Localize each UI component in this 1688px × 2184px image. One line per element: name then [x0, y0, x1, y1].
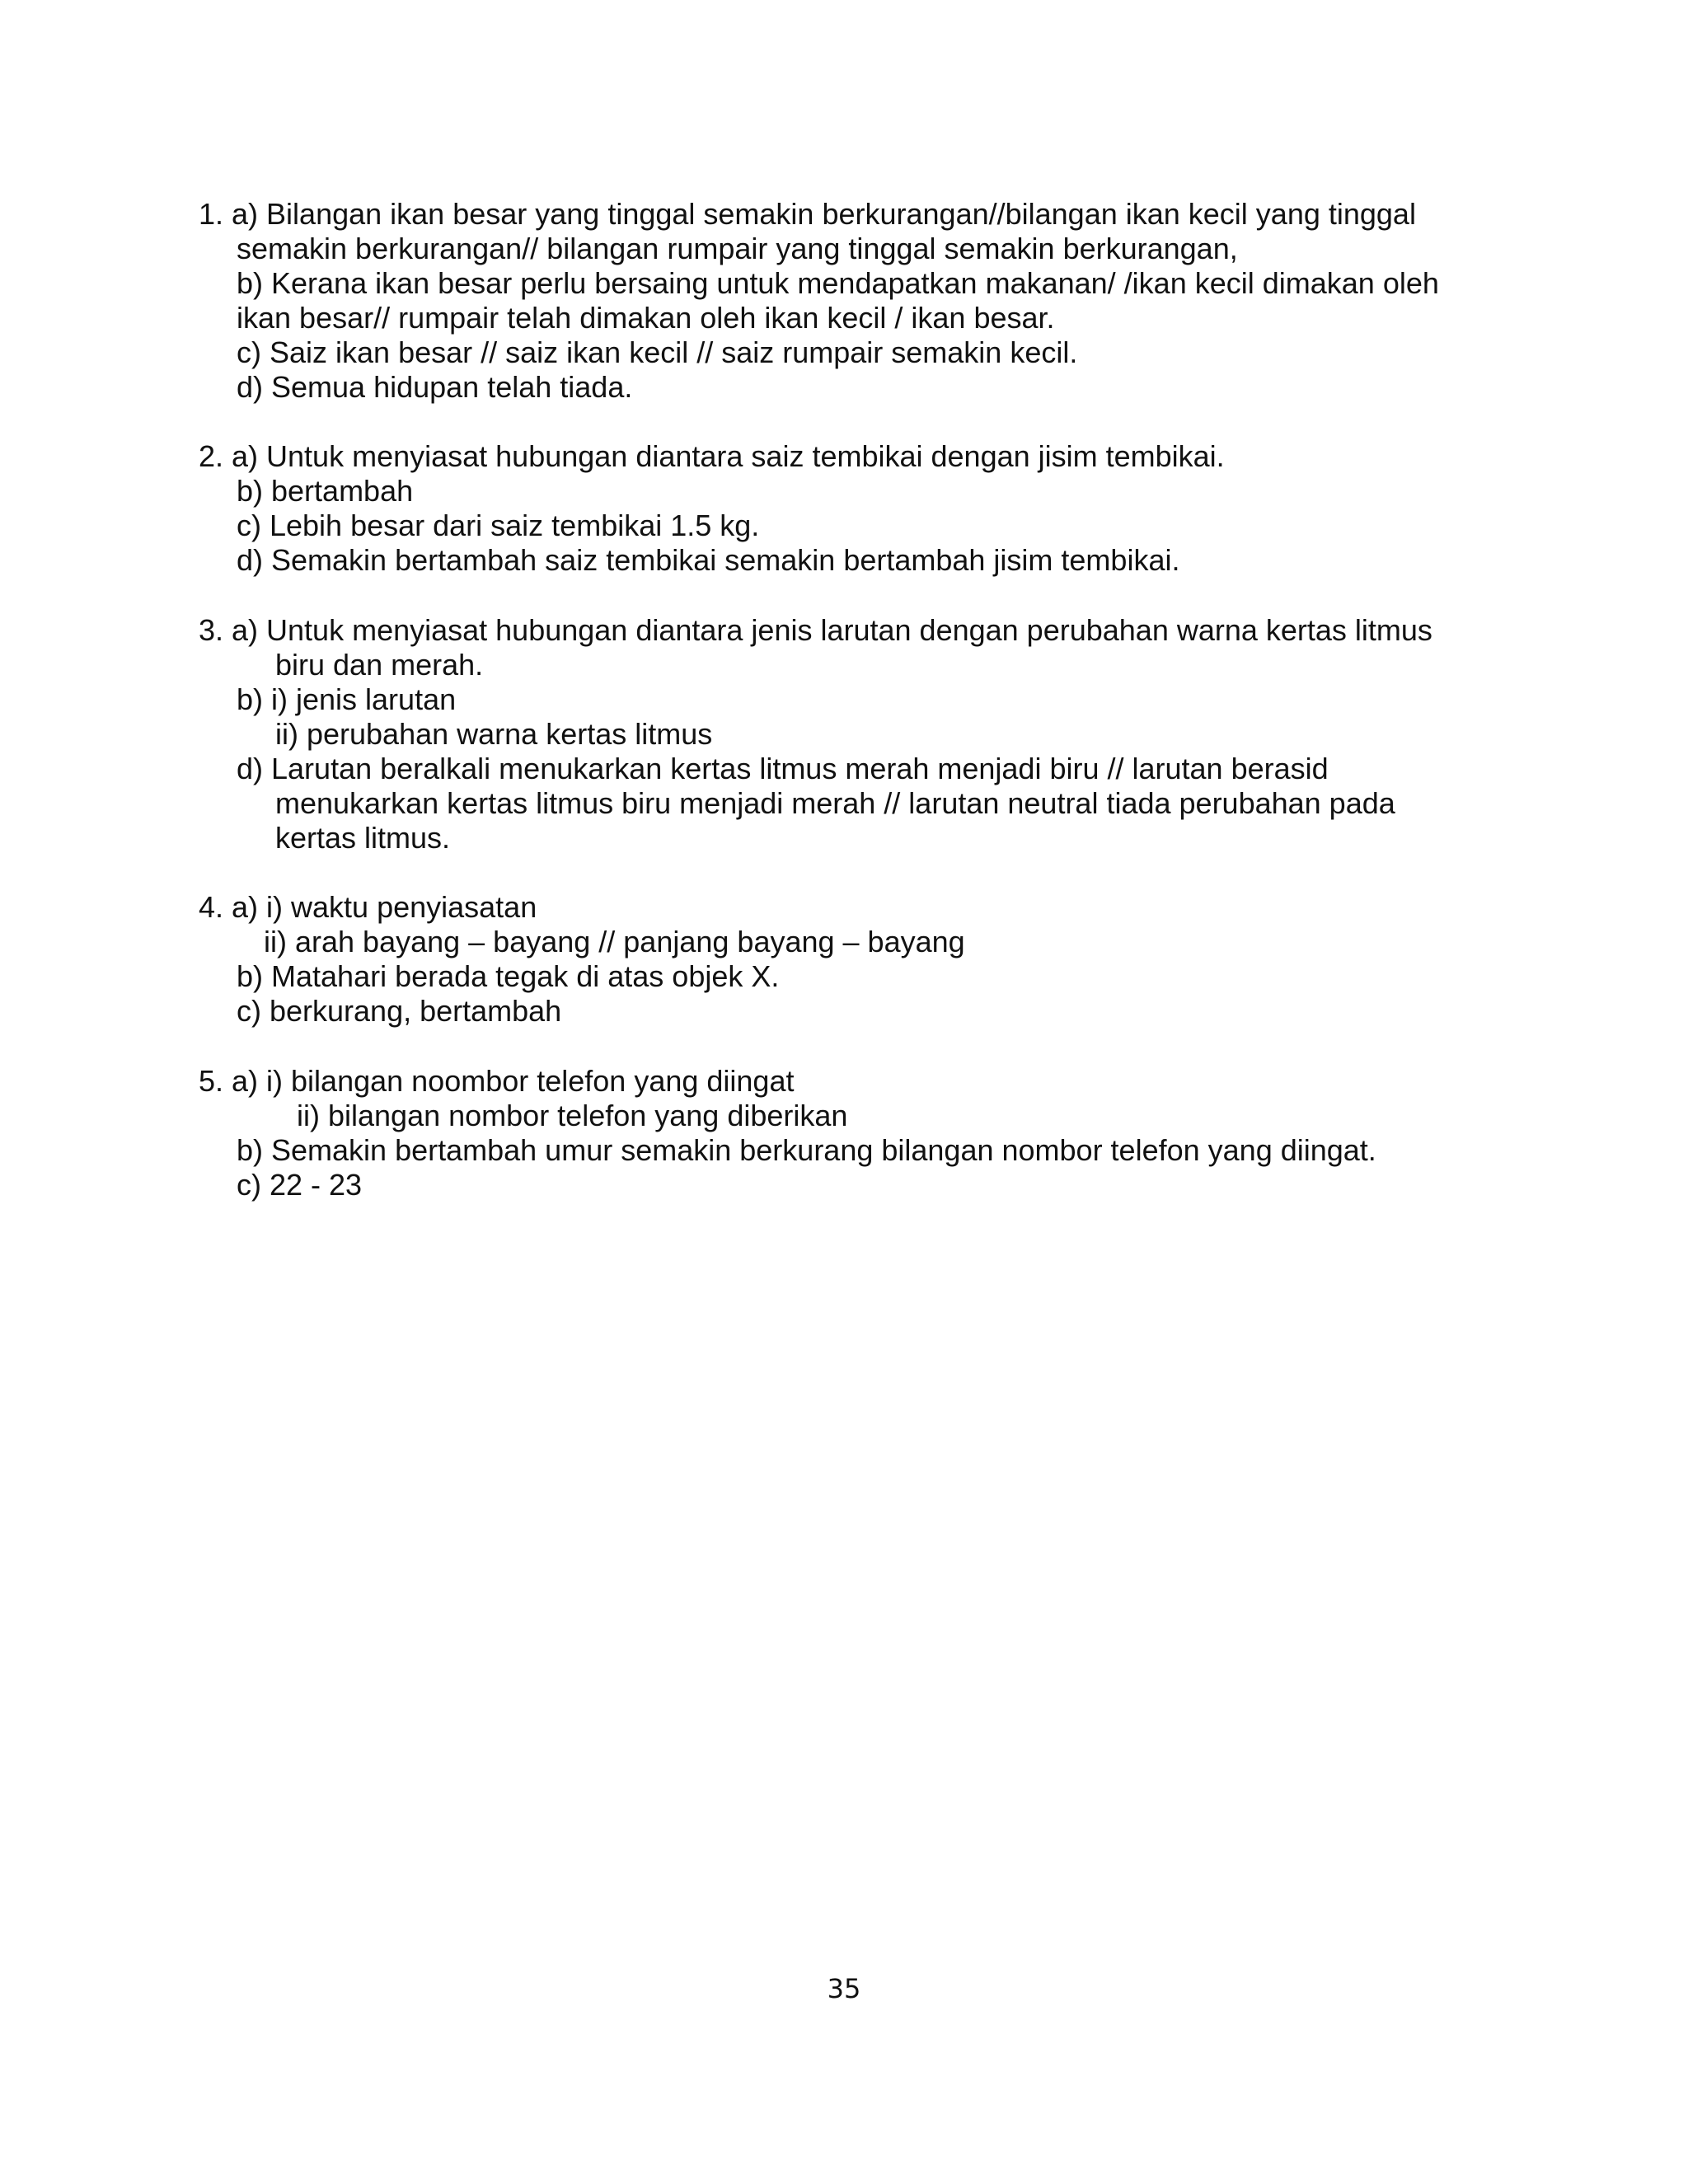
answer-1-line-6: d) Semua hidupan telah tiada.: [237, 370, 633, 404]
answer-2-line-4: d) Semakin bertambah saiz tembikai semakin bertambah jisim tembikai.: [237, 543, 1180, 577]
answer-1-line-2: semakin berkurangan// bilangan rumpair yang tinggal semakin berkurangan,: [237, 232, 1238, 265]
answer-1-line-5: c) Saiz ikan besar // saiz ikan kecil // saiz rumpair semakin kecil.: [237, 335, 1078, 369]
answer-4-line-1: 4. a) i) waktu penyiasatan: [199, 890, 537, 924]
answer-1-line-3: b) Kerana ikan besar perlu bersaing untuk mendapatkan makanan/ /ikan kecil dimakan oleh: [237, 266, 1439, 300]
answer-3-line-6: menukarkan kertas litmus biru menjadi merah // larutan neutral tiada perubahan pada: [275, 786, 1395, 820]
answer-3-line-5: d) Larutan beralkali menukarkan kertas litmus merah menjadi biru // larutan berasid: [237, 752, 1329, 785]
answer-3-line-1: 3. a) Untuk menyiasat hubungan diantara jenis larutan dengan perubahan warna kertas litmus: [199, 613, 1432, 647]
answer-5-line-2: ii) bilangan nombor telefon yang diberikan: [297, 1099, 848, 1132]
answer-3-line-7: kertas litmus.: [275, 821, 451, 855]
answer-1-line-1: 1. a) Bilangan ikan besar yang tinggal semakin berkurangan//bilangan ikan kecil yang tinggal: [199, 197, 1416, 231]
answer-5-line-3: b) Semakin bertambah umur semakin berkurang bilangan nombor telefon yang diingat.: [237, 1133, 1376, 1167]
answer-3-line-3: b) i) jenis larutan: [237, 682, 457, 716]
answer-3-line-2: biru dan merah.: [275, 648, 484, 682]
answer-2-line-2: b) bertambah: [237, 474, 414, 508]
answer-5-line-4: c) 22 - 23: [237, 1168, 363, 1202]
answer-4-line-2: ii) arah bayang – bayang // panjang bayang – bayang: [264, 925, 965, 958]
page-number: 35: [827, 1973, 861, 2004]
answer-4-line-4: c) berkurang, bertambah: [237, 994, 562, 1028]
answer-4-line-3: b) Matahari berada tegak di atas objek X.: [237, 959, 780, 993]
answer-2-line-3: c) Lebih besar dari saiz tembikai 1.5 kg.: [237, 509, 760, 542]
answer-3-line-4: ii) perubahan warna kertas litmus: [275, 717, 713, 751]
answer-5-line-1: 5. a) i) bilangan noombor telefon yang diingat: [199, 1064, 795, 1098]
answer-2-line-1: 2. a) Untuk menyiasat hubungan diantara saiz tembikai dengan jisim tembikai.: [199, 439, 1225, 473]
answer-1-line-4: ikan besar// rumpair telah dimakan oleh ikan kecil / ikan besar.: [237, 301, 1055, 335]
